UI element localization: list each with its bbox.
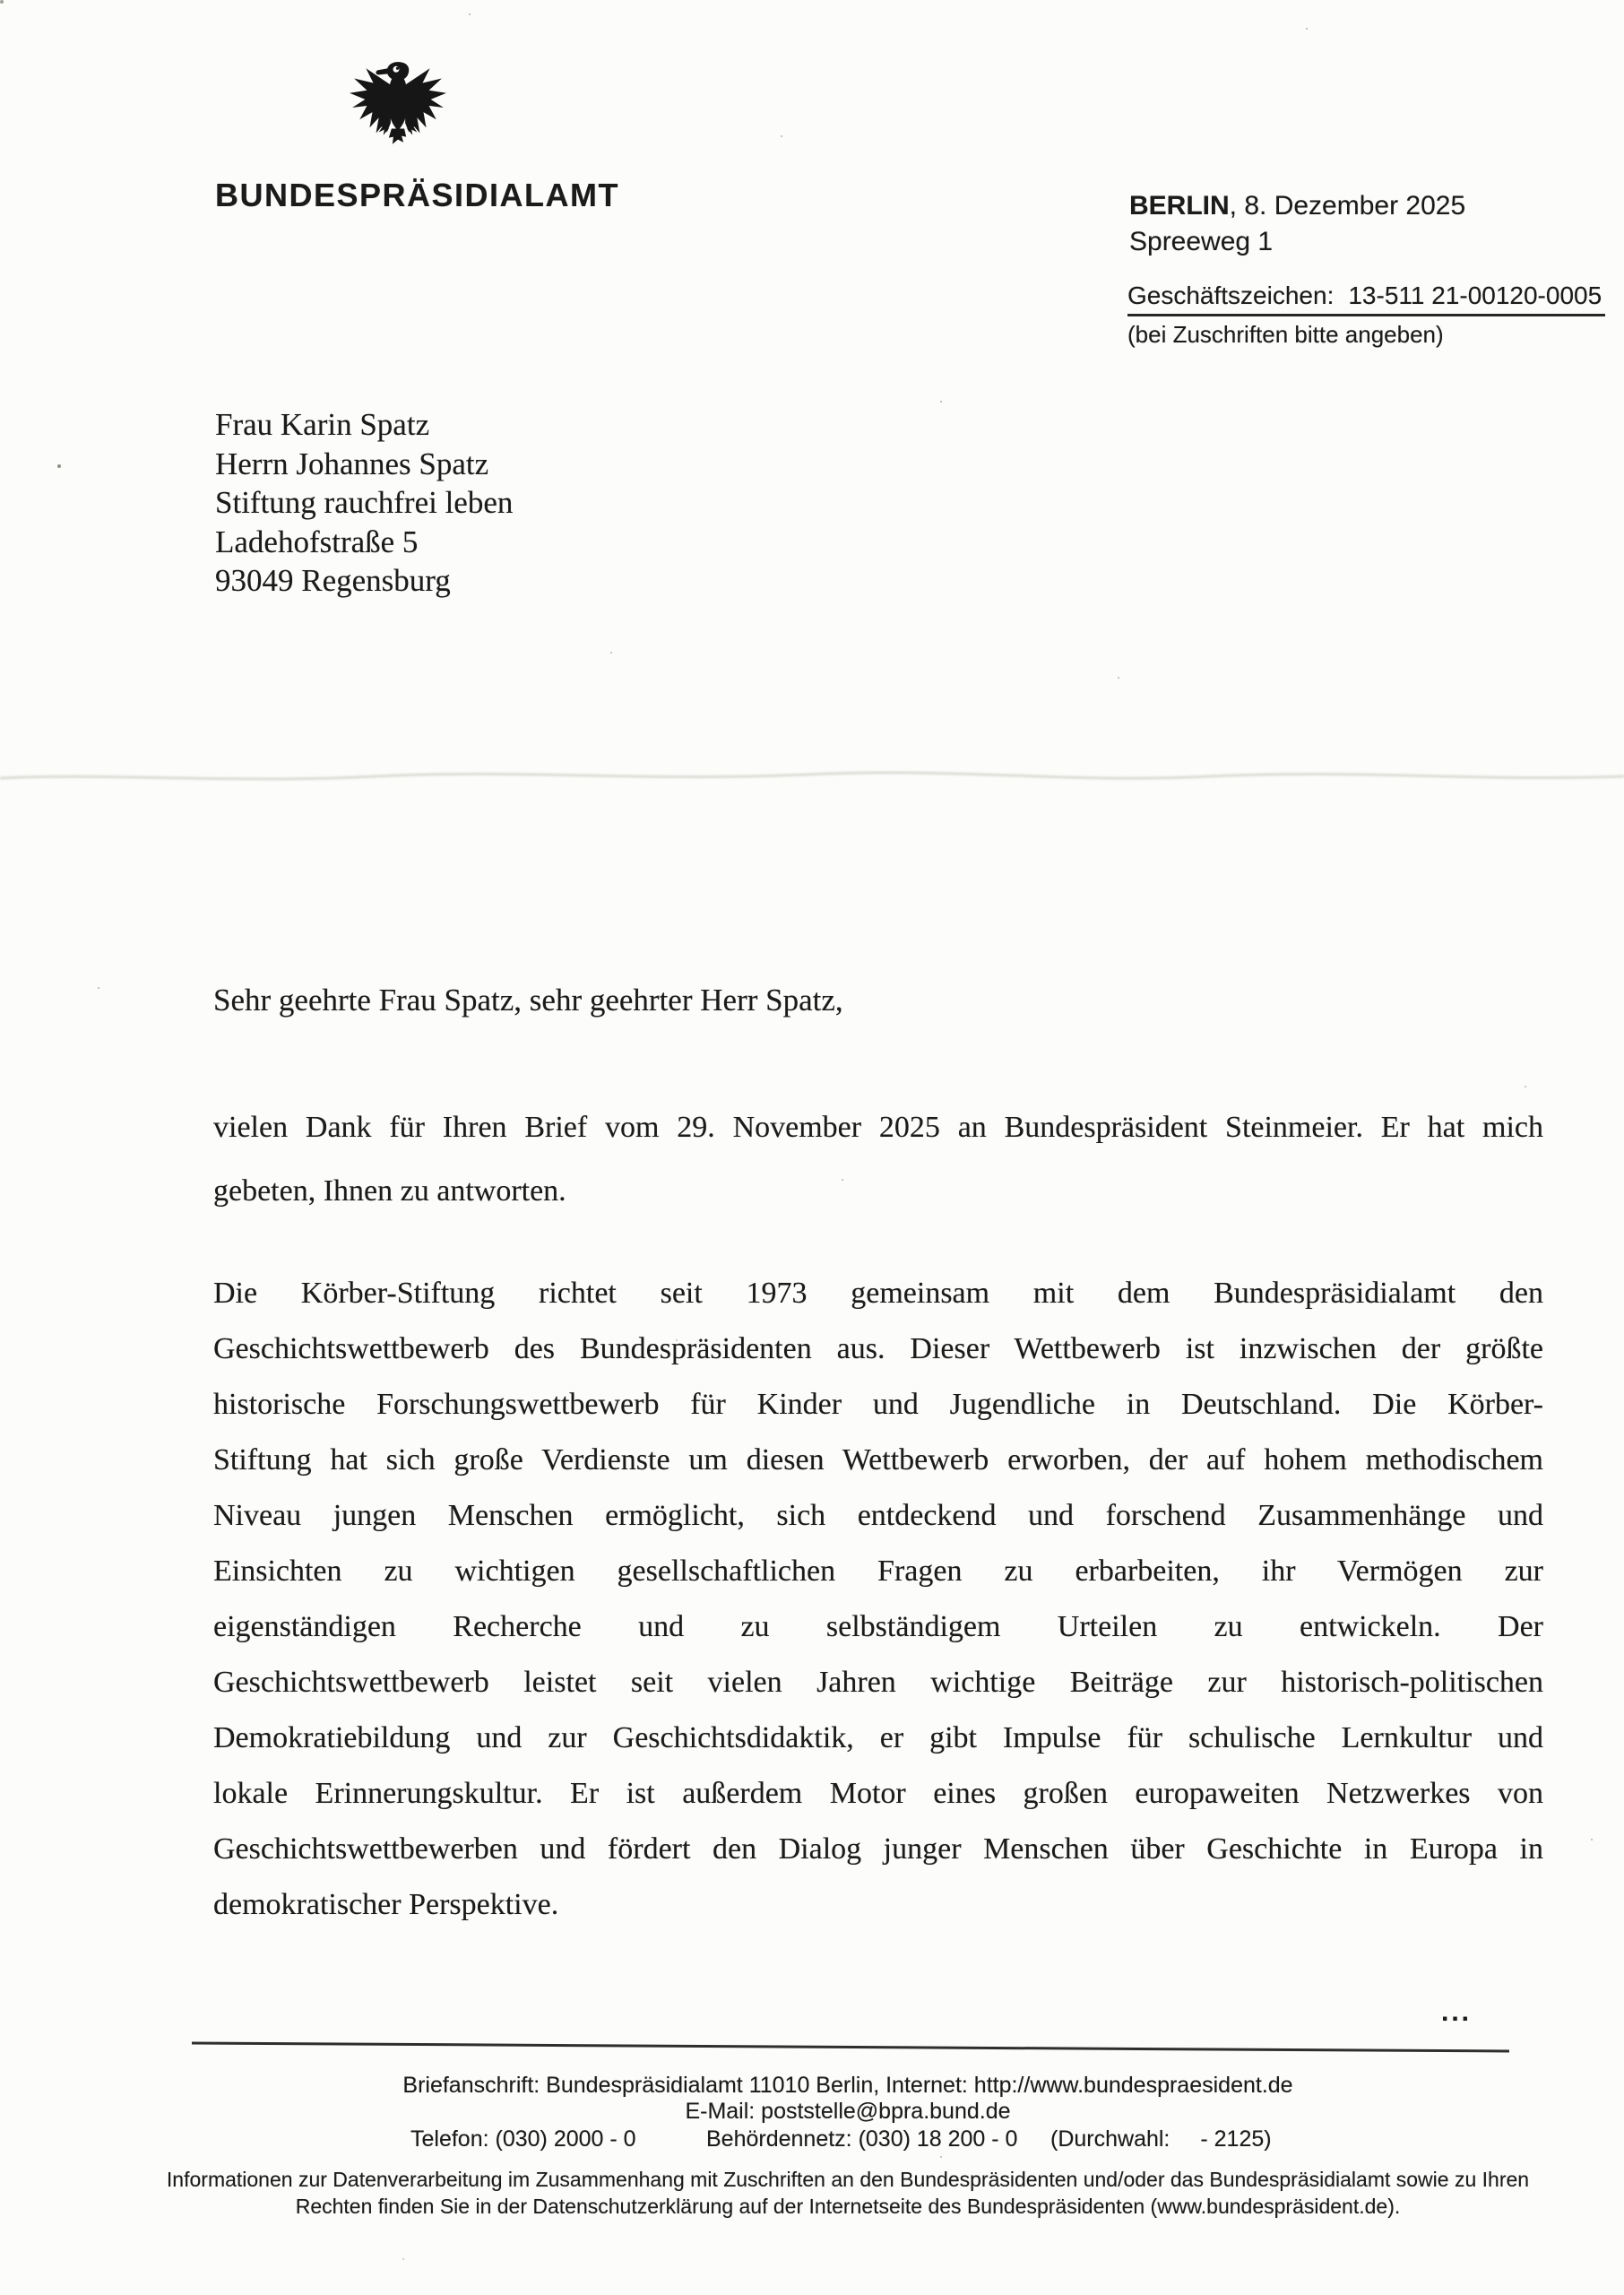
footer-extension bbox=[1050, 2126, 1272, 2152]
recipient-address bbox=[215, 405, 513, 601]
letterhead-org-name: BUNDESPRÄSIDIALAMT bbox=[215, 177, 620, 213]
paper-fold-crease bbox=[0, 760, 1624, 796]
footer-divider bbox=[192, 2042, 1509, 2053]
recipient-line: 93049 Regensburg bbox=[215, 563, 451, 598]
continuation-ellipsis: ... bbox=[1441, 1997, 1473, 2027]
body-line: gebeten, Ihnen zu antworten. bbox=[213, 1174, 566, 1208]
recipient-line: Frau Karin Spatz bbox=[215, 407, 430, 442]
footer-extension-value: - 2125) bbox=[1200, 2126, 1272, 2152]
body-line: Geschichtswettbewerb leistet seit vielen Jahren wichtige Beiträge zur historisch-politischen bbox=[213, 1666, 1543, 1699]
privacy-line: Informationen zur Datenverarbeitung im Zusammenhang mit Zuschriften an den Bundespräsidenten und/oder das Bundespräsidialamt sowie zu Ihren bbox=[166, 2168, 1530, 2191]
footer-phone: Telefon: (030) 2000 - 0 bbox=[410, 2126, 636, 2152]
footer-privacy-note bbox=[104, 2166, 1592, 2220]
federal-eagle-icon bbox=[348, 59, 448, 152]
footer-email-line: E-Mail: poststelle@bpra.bund.de bbox=[685, 2099, 1011, 2124]
body-line: Demokratiebildung und zur Geschichtsdidaktik, er gibt Impulse für schulische Lernkultur und bbox=[213, 1721, 1543, 1754]
body-line: historische Forschungswettbewerb für Kinder und Jugendliche in Deutschland. Die Körber- bbox=[213, 1388, 1543, 1421]
body-line: Geschichtswettbewerben und fördert den Dialog junger Menschen über Geschichte in Europa in bbox=[213, 1832, 1543, 1866]
body-line: lokale Erinnerungskultur. Er ist außerdem Motor eines großen europaweiten Netzwerkes von bbox=[213, 1777, 1543, 1810]
scan-noise-specks bbox=[0, 0, 4, 4]
recipient-line: Stiftung rauchfrei leben bbox=[215, 485, 514, 520]
footer-postal-line: Briefanschrift: Bundespräsidialamt 11010 Berlin, Internet: http://www.bundespraesident.de bbox=[402, 2073, 1293, 2098]
body-line: Die Körber-Stiftung richtet seit 1973 gemeinsam mit dem Bundespräsidialamt den bbox=[213, 1277, 1543, 1310]
reference-number: 13-511 21-00120-0005 bbox=[1348, 281, 1602, 309]
reference-block bbox=[1127, 281, 1605, 349]
body-line: demokratischer Perspektive. bbox=[213, 1888, 559, 1921]
body-line: eigenständigen Recherche und zu selbständigem Urteilen zu entwickeln. Der bbox=[213, 1610, 1543, 1643]
body-line: vielen Dank für Ihren Brief vom 29. November 2025 an Bundespräsident Steinmeier. Er hat mich bbox=[213, 1111, 1543, 1144]
city-date-line bbox=[1129, 188, 1465, 224]
recipient-line: Herrn Johannes Spatz bbox=[215, 446, 489, 481]
body-line: Niveau jungen Menschen ermöglicht, sich entdeckend und forschend Zusammenhänge und bbox=[213, 1499, 1543, 1532]
footer-government-network: Behördennetz: (030) 18 200 - 0 bbox=[706, 2126, 1018, 2152]
recipient-line: Ladehofstraße 5 bbox=[215, 524, 419, 559]
paragraph-main bbox=[213, 1266, 1543, 1933]
body-line: Geschichtswettbewerb des Bundespräsidenten aus. Dieser Wettbewerb ist inzwischen der größte bbox=[213, 1332, 1543, 1365]
footer-extension-label: (Durchwahl: bbox=[1050, 2126, 1170, 2152]
reference-label: Geschäftszeichen: bbox=[1127, 281, 1335, 309]
city-label: BERLIN bbox=[1129, 191, 1230, 221]
reference-line bbox=[1127, 281, 1605, 316]
body-line: Einsichten zu wichtigen gesellschaftlichen Fragen zu erbarbeiten, ihr Vermögen zur bbox=[213, 1555, 1543, 1588]
paragraph-intro bbox=[213, 1096, 1543, 1223]
body-line: Stiftung hat sich große Verdienste um diesen Wettbewerb erworben, der auf hohem methodischem bbox=[213, 1443, 1543, 1477]
reference-note: (bei Zuschriften bitte angeben) bbox=[1127, 321, 1444, 348]
date-text: , 8. Dezember 2025 bbox=[1229, 191, 1466, 221]
privacy-line: Rechten finden Sie in der Datenschutzerklärung auf der Internetseite des Bundespräsidenten (www.bundespräsident.de). bbox=[295, 2195, 1401, 2218]
street-line: Spreeweg 1 bbox=[1129, 227, 1274, 256]
date-block bbox=[1129, 188, 1465, 260]
salutation: Sehr geehrte Frau Spatz, sehr geehrter Herr Spatz, bbox=[213, 983, 843, 1018]
